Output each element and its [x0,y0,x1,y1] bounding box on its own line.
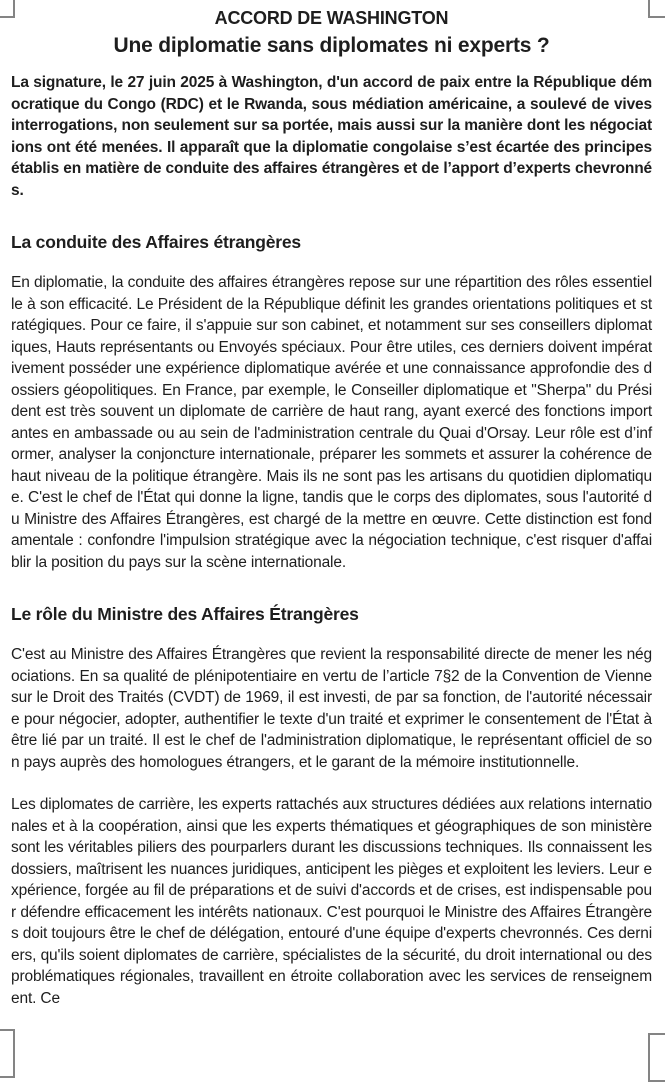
page-corner-marker-bottom-left [0,1029,15,1078]
body-paragraph: Les diplomates de carrière, les experts rattachés aux structures dédiées aux relations internationales et à la coopération, ainsi que les experts thématiques et géographiques de son ministère sont les véritables piliers des pourparlers durant les discussions techniques. Ils connaissent les dossiers, maîtrisent les nuances juridiques, anticipent les pièges et exploitent les leviers. Leur expérience, forgée au fil de préparations et de suivi d'accords et de crises, est indispensable pour défendre efficacement les intérêts nationaux. C'est pourquoi le Ministre des Affaires Étrangères doit toujours être le chef de délégation, entouré d'une équipe d'experts chevronnés. Ces derniers, qu'ils soient diplomates de carrière, spécialistes de la sécurité, du droit international ou des problématiques régionales, travaillent en étroite collaboration avec les services de renseignement. Ce [11,796,652,1007]
section-heading-conduite-affaires-etrangeres: La conduite des Affaires étrangères [11,232,301,252]
document-title: Une diplomatie sans diplomates ni experts ? [113,34,550,57]
page-corner-marker-top-right [648,0,665,18]
document-kicker: ACCORD DE WASHINGTON [214,8,449,28]
body-paragraph: En diplomatie, la conduite des affaires étrangères repose sur une répartition des rôles essentielle à son efficacité. Le Président de la République définit les grandes orientations politiques et stratégiques. Pour ce faire, il s'appuie sur son cabinet, et notamment sur ses conseillers diplomatiques, Hauts représentants ou Envoyés spéciaux. Pour être utiles, ces derniers doivent impérativement posséder une expérience diplomatique avérée et une connaissance approfondie des dossiers géopolitiques. En France, par exemple, le Conseiller diplomatique et "Sherpa" du Président est très souvent un diplomate de carrière de haut rang, ayant exercé des fonctions importantes en ambassade ou au sein de l'administration centrale du Quai d'Orsay. Leur rôle est d’informer, analyser la conjoncture internationale, préparer les sommets et assurer la cohérence de haut niveau de la politique étrangère. Mais ils ne sont pas les artisans du quotidien diplomatique. C'est le chef de l'État qui donne la ligne, tandis que le corps des diplomates, sous l'autorité du Ministre des Affaires Étrangères, est chargé de la mettre en œuvre. Cette distinction est fondamentale : confondre l'impulsion stratégique avec la négociation technique, c'est risquer d'affaiblir la position du pays sur la scène internationale. [11,274,652,571]
section-heading-role-ministre-affaires-etrangeres: Le rôle du Ministre des Affaires Étrangères [11,604,359,624]
document-viewport [0,7,665,1042]
body-paragraph: C'est au Ministre des Affaires Étrangères que revient la responsabilité directe de mener les négociations. En sa qualité de plénipotentiaire en vertu de l’article 7§2 de la Convention de Vienne sur le Droit des Traités (CVDT) de 1969, il est investi, de par sa fonction, de l'autorité nécessaire pour négocier, adopter, authentifier le texte d'un traité et exprimer le consentement de l'État à être lié par un traité. Il est le chef de l'administration diplomatique, le représentant officiel de son pays auprès des homologues étrangers, et le garant de la mémoire institutionnelle. [11,646,652,771]
lead-paragraph: La signature, le 27 juin 2025 à Washington, d'un accord de paix entre la République démocratique du Congo (RDC) et le Rwanda, sous médiation américaine, a soulevé de vives interrogations, non seulement sur sa portée, mais aussi sur la manière dont les négociations ont été menées. Il apparaît que la diplomatie congolaise s’est écartée des principes établis en matière de conduite des affaires étrangères et de l’apport d’experts chevronnés. [11,74,652,199]
document-page [0,7,665,1009]
page-corner-marker-bottom-right [648,1033,665,1082]
page-corner-marker-top-left [0,0,15,18]
